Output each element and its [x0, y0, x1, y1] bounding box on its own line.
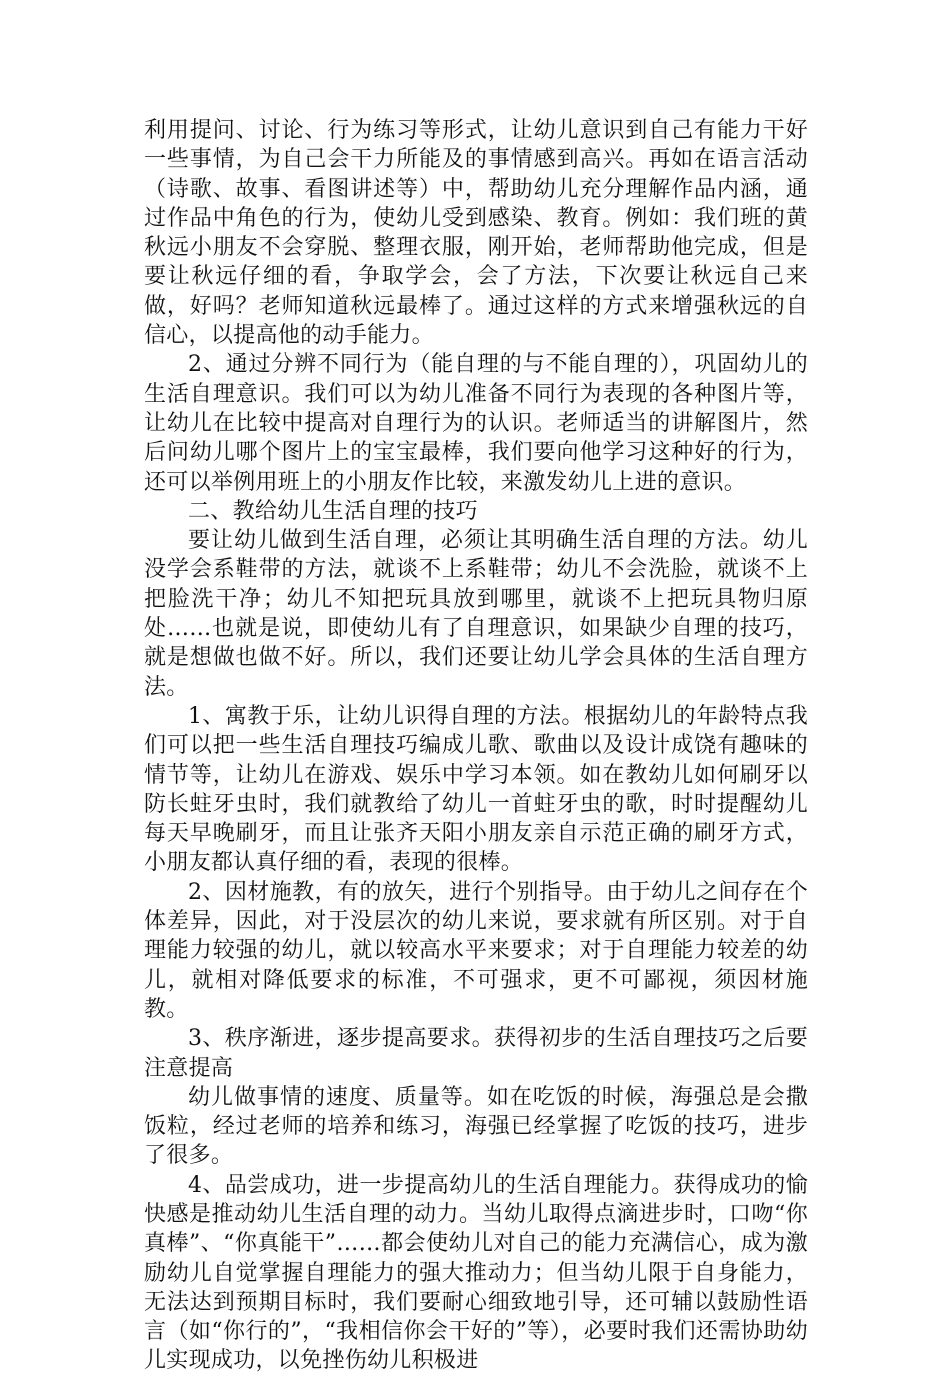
paragraph-point-3-progressive: 3、秩序渐进，逐步提高要求。获得初步的生活自理技巧之后要注意提高	[144, 1026, 808, 1081]
document-page	[144, 116, 808, 1376]
paragraph-point-4-success: 4、品尝成功，进一步提高幼儿的生活自理能力。获得成功的愉快感是推动幼儿生活自理的动力。当幼儿取得点滴进步时，口吻“你真棒”、“你真能干”……都会使幼儿对自己的能力充满信心，成为激励幼儿自觉掌握自理能力的强大推动力；但当幼儿限于自身能力，无法达到预期目标时，我们要耐心细致地引导，还可辅以鼓励性语言（如“你行的”，“我相信你会干好的”等），必要时我们还需协助幼儿实现成功，以免挫伤幼儿积极进	[144, 1172, 808, 1374]
paragraph-point-1-play: 1、寓教于乐，让幼儿识得自理的方法。根据幼儿的年龄特点我们可以把一些生活自理技巧编成儿歌、歌曲以及设计成饶有趣味的情节等，让幼儿在游戏、娱乐中学习本领。如在教幼儿如何刷牙以防长蛀牙虫时，我们就教给了幼儿一首蛀牙虫的歌，时时提醒幼儿每天早晚刷牙，而且让张齐天阳小朋友亲自示范正确的刷牙方式，小朋友都认真仔细的看，表现的很棒。	[144, 703, 808, 876]
section-heading-2: 二、教给幼儿生活自理的技巧	[188, 498, 478, 524]
paragraph-intro-continued: 利用提问、讨论、行为练习等形式，让幼儿意识到自己有能力干好一些事情，为自己会干力所能及的事情感到高兴。再如在语言活动（诗歌、故事、看图讲述等）中，帮助幼儿充分理解作品内涵，通过作品中角色的行为，使幼儿受到感染、教育。例如：我们班的黄秋远小朋友不会穿脱、整理衣服，刚开始，老师帮助他完成，但是要让秋远仔细的看，争取学会，会了方法，下次要让秋远自己来做，好吗？老师知道秋远最棒了。通过这样的方式来增强秋远的自信心，以提高他的动手能力。	[144, 118, 808, 349]
paragraph-section-2-intro: 要让幼儿做到生活自理，必须让其明确生活自理的方法。幼儿没学会系鞋带的方法，就谈不上系鞋带；幼儿不会洗脸，就谈不上把脸洗干净；幼儿不知把玩具放到哪里，就谈不上把玩具物归原处……也就是说，即使幼儿有了自理意识，如果缺少自理的技巧，就是想做也做不好。所以，我们还要让幼儿学会具体的生活自理方法。	[144, 528, 808, 700]
paragraph-point-2-distinguish: 2、通过分辨不同行为（能自理的与不能自理的），巩固幼儿的生活自理意识。我们可以为幼儿准备不同行为表现的各种图片等，让幼儿在比较中提高对自理行为的认识。老师适当的讲解图片，然后问幼儿哪个图片上的宝宝最棒，我们要向他学习这种好的行为，还可以举例用班上的小朋友作比较，来激发幼儿上进的意识。	[144, 352, 808, 495]
paragraph-point-2-individual: 2、因材施教，有的放矢，进行个别指导。由于幼儿之间存在个体差异，因此，对于没层次的幼儿来说，要求就有所区别。对于自理能力较强的幼儿，就以较高水平来要求；对于自理能力较差的幼儿，就相对降低要求的标准，不可强求，更不可鄙视，须因材施教。	[144, 879, 808, 1022]
paragraph-point-3-continued: 幼儿做事情的速度、质量等。如在吃饭的时候，海强总是会撒饭粒，经过老师的培养和练习，海强已经掌握了吃饭的技巧，进步了很多。	[144, 1084, 808, 1169]
